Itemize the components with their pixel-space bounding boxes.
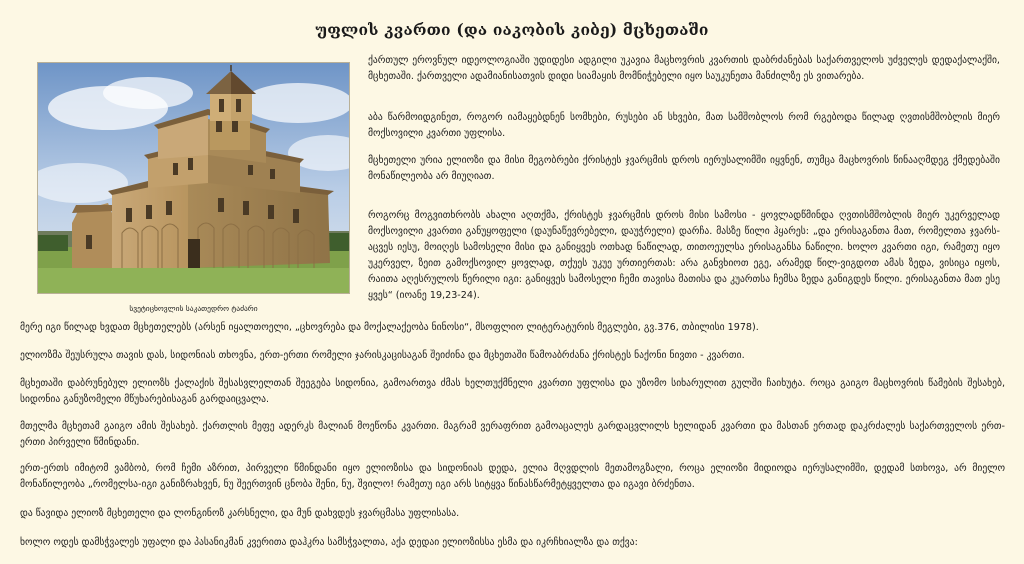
paragraph: მთელმა მცხეთამ გაიგო ამის შესახებ. ქართლის მეფე ადერკს მალიან მოეწონა კვართი. მაგრამ ვერაფრით გამოაცალეს გარდაცვლილს ხელიდან კვართი და მასთან ერთად დაკრძალეს საქართველოს ერთ-ერთი პირველი წმინდანი. xyxy=(20,421,1005,448)
paragraph: ხოლო ოდეს დამსჭვალეს უფალი და პასანიკმან კვერითა დაჰკრა სამსჭვალთა, აქა დედაი ელიოზისსა ესმა და იკრჩხიალზა და თქვა: xyxy=(20,537,638,548)
paragraph: როგორც მოგვითხრობს ახალი აღთქმა, ქრისტეს ჯვარცმის დროს მისი სამოსი - ყოვლადწმინდა ღვთისმშობლის მიერ უკერველად მოქსოვილი კვართი განუყოფელი (დაუნაწევრებელი, დაუჭრელი) დარჩა. მასზე წილი ჰყარეს: „და ერისაგანთა მათ, რომელთა ჯვარს-აცვეს იესუ, მოიღეს სამოსელი მისი და განიყვეს ოთხად ნაწილად, თითოეულსა ერისაგანსა ნაწილი. ხოლო კვართი იგი, რამეთუ იყო უკერველ, ზეით გამოქსოვილ ყოვლად, თქუეს უკუე ურთიერთას: არა განვხიოთ ეგე, არამედ წილ-ვიგდოთ ამას ზედა, ვისიცა იყოს, რაითა აღესრულოს წერილი იგი: განიყვეს სამოსელი ჩემი თავისა მათისა და კუართსა ჩემსა ზედა განიგდეს წილი. ერისაგანთა მათ ესე ყვეს“ (იოანე 19,23-24). xyxy=(368,210,1000,301)
paragraph: მცხეთელი ურია ელიოზი და მისი მეგობრები ქრისტეს ჯვარცმის დროს იერუსალიმში იყვნენ, თუმცა მაცხოვრის წინააღმდეგ ქმედებაში მონაწილეობა არ მიუღიათ. xyxy=(368,155,1000,182)
photo-caption: სვეტიცხოვლის საკათედრო ტაძარი xyxy=(129,304,258,313)
paragraph: და წავიდა ელიოზ მცხეთელი და ლონგინოზ კარსნელი, და მუნ დახვდეს ჯვარცმასა უფლისასა. xyxy=(20,508,460,519)
page-title: უფლის კვართი (და იაკობის კიბე) მცხეთაში xyxy=(315,20,709,39)
cathedral-photo xyxy=(37,62,350,294)
paragraph: მერე იგი წილად ხვდათ მცხეთელებს (არსენ იყალთოელი, „ცხოვრება და მოქალაქეობა ნინოსი“, მსოფლიო ლიტერატურის მეგლები, გვ.376, თბილისი 1978). xyxy=(20,322,759,333)
paragraph: ელიოზმა შეუსრულა თავის დას, სიდონიას თხოვნა, ერთ-ერთი რომელი ჯარისკაცისაგან შეიძინა და მცხეთაში წამოაბრძანა ქრისტეს ნაქონი ნივთი - კვართი. xyxy=(20,350,745,361)
paragraph: მცხეთაში დაბრუნებულ ელიოზს ქალაქის შესასვლელთან შეეგება სიდონია, გამოართვა ძმას ხელთუქმნელი კვართი უფლისა და უზომო სიხარულით გულში ჩაიხუტა. როცა გაიგო მაცხოვრის წამების შესახებ, სიდონია განუზომელი მწუხარებისაგან გარდაიცვალა. xyxy=(20,378,1005,405)
paragraph: ქართულ ეროვნულ იდეოლოგიაში უდიდესი ადგილი უკავია მაცხოვრის კვართის დაბრძანებას საქართველოს უძველეს დედაქალაქში, მცხეთაში. ქართველი ადამიანისათვის დიდი სიამაყის მომნიჭებელი იყო საუკუნეთა მანძილზე ეს ვითარება. xyxy=(368,55,1000,82)
paragraph: ერთ-ერთს იმიტომ ვამბობ, რომ ჩემი აზრით, პირველი წმინდანი იყო ელიოზისა და სიდონიას დედა, ელია მღვდლის მეთამოგზალი, როცა ელიოზი მიდიოდა იერუსალიმში, დედამ სთხოვა, არ მიელო მონაწილეობა „რომელსა-იგი განიზრახვენ, ნუ შეერთვინ ცნობა შენი, ნუ, შვილო! რამეთუ იგი არს სიტყვა წინასწარმეტყველთა და იგავი ბრძენთა. xyxy=(20,463,1005,490)
paragraph: აბა წარმოიდგინეთ, როგორ იამაყებდნენ სომხები, რუსები ან სხვები, მათ სამშობლოს რომ რგებოდა წილად ღვთისმშობლის მიერ მოქსოვილი კვართი უფლისა. xyxy=(368,112,1000,139)
